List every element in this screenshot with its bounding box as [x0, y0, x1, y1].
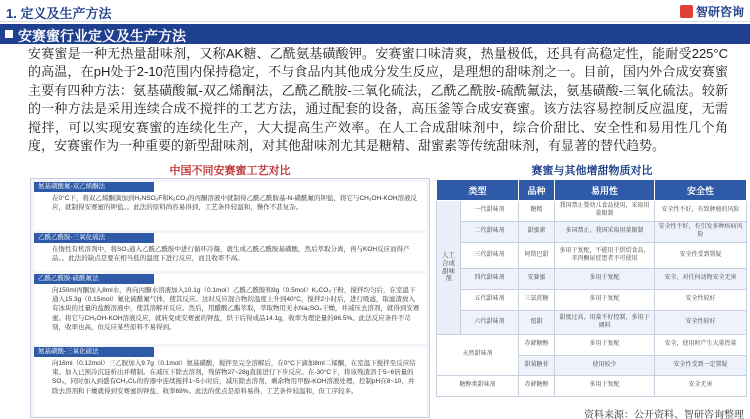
safety-cell: 安全性不好，有引发多种疾病风险 [655, 222, 747, 243]
type-cell: 二代甜味剂 [461, 222, 519, 243]
ease-cell: 甜度过高，用量不好控制，多用于调料 [555, 311, 655, 335]
table-row [437, 290, 747, 311]
variety-cell: 赤藓糖醇 [519, 335, 555, 356]
method-block [34, 274, 426, 344]
methods-panel [30, 178, 430, 418]
type-cell: 六代甜味剂 [461, 311, 519, 335]
logo-icon [680, 5, 693, 18]
table-row [437, 335, 747, 356]
type-cell: 五代甜味剂 [461, 290, 519, 311]
variety-cell: 甜菊糖苷 [519, 356, 555, 376]
square-bullet-icon [5, 30, 13, 38]
source-note: 资料来源：公开资料、智研咨询整理 [584, 410, 744, 419]
section-title: 1. 定义及生产方法 [6, 6, 112, 21]
sweetener-table [436, 179, 747, 397]
methods-title: 中国不同安赛蜜工艺对比 [169, 165, 291, 177]
method-name: 氨基磺酸氟-双乙烯酮法 [34, 182, 154, 192]
variety-cell: 甜蜜素 [519, 222, 555, 243]
table-row [437, 222, 747, 243]
top-bar [0, 0, 750, 22]
safety-cell: 安全，使用时产生大量热量 [655, 335, 747, 356]
ease-cell: 多用于复配 [555, 290, 655, 311]
intro-paragraph: 安赛蜜是一种无热量甜味剂，又称AK糖、乙酰氨基磺酸钾。安赛蜜口味清爽，热量极低，还具有高稳定性，能耐受225°C的高温，在pH处于2-10范围内保持稳定，不与食品内其他成分发生反应，是理想的甜味剂之一。目前，国内外合成安赛蜜主要有四种方法：氨基磺酸氟-双乙烯酮法，乙酰乙酰胺-三氧化硫法，乙酰乙酰胺-硫酰氟法，氨基磺酸-三氧化硫法。较新的一种方法是采用连续合成不搅拌的工艺方法，通过配套的设备，高压釜等合成安赛蜜。该方法容易控制反应温度，无需搅拌，可以实现安赛蜜的连续化生产，大大提高生产效率。在人工合成甜味剂中，综合价甜比、安全性和易用性几个角度，安赛蜜作为一种重要的新型甜味剂，对其他甜味剂尤其是糖精、甜蜜素等传统甜味剂，有显著的替代趋势。 [28, 46, 728, 154]
col-header: 类型 [437, 180, 519, 201]
type-cell: 天然甜味剂 [437, 335, 519, 376]
type-cell: 四代甜味剂 [461, 269, 519, 290]
col-header: 品种 [519, 180, 555, 201]
table-header-row [437, 180, 747, 201]
ease-cell: 我国禁止婴幼儿食品使用，采取用量限制 [555, 201, 655, 222]
variety-cell: 纽甜 [519, 311, 555, 335]
table-row [437, 201, 747, 222]
table-row [437, 376, 747, 397]
variety-cell: 赤藓糖醇 [519, 376, 555, 397]
variety-cell: 安赛蜜 [519, 269, 555, 290]
sweeteners-title: 赛蜜与其他增甜物质对比 [531, 165, 653, 177]
ease-cell: 多用于复配，不能用于烘焙食品，苯丙酮尿症患者不可使用 [555, 243, 655, 269]
method-name: 乙酰乙酰胺-硫酰氟法 [34, 274, 154, 284]
ease-cell: 多用于复配 [555, 376, 655, 397]
ease-cell: 多国禁止，我国采取用量限制 [555, 222, 655, 243]
variety-cell: 三氯蔗糖 [519, 290, 555, 311]
safety-cell: 安全性较好 [655, 311, 747, 335]
type-cell: 三代甜味剂 [461, 243, 519, 269]
table-row [437, 243, 747, 269]
ease-cell: 多用于复配 [555, 269, 655, 290]
method-body: 向150ml丙酮加入8ml水，再向丙酮水溶液加入10.1g（0.1mol）乙酰乙酰胺和9g（0.5mol）K₂CO₃干粉，搅拌均匀后，在室温下通入15.3g（0.15mol）氟化硫酰氟气体，使其反应。这时反应混合物的温度上升到40°C，搅拌2小时后，进行吸滤，取滤渣放入有冰块的过量的盐酸溶液中，使其溶解并反应。然后，用醋酸乙酯萃取，萃取物用无水Na₂SO₄干燥，并减压去溶剂，就得到安赛蜜。将它与CH₃OH-KOH溶液反应，就转变成安赛蜜的钾盐，烘干后得成品14.1g，收率为理论量的86.5%。此法反应条件不苛刻，收率也高，但反应某些原料不易得到。 [52, 287, 420, 331]
type-cell: 一代甜味剂 [461, 201, 519, 222]
title-bar [0, 24, 750, 44]
safety-cell: 安全性受到置疑 [655, 243, 747, 269]
method-block [34, 233, 426, 271]
variety-cell: 阿斯巴甜 [519, 243, 555, 269]
safety-cell: 安全、对任何动物安全无害 [655, 269, 747, 290]
logo-text: 智研咨询 [695, 5, 744, 19]
type-cell: 糖醇类甜味剂 [437, 376, 519, 397]
method-name: 氨基磺酸-三氧化硫法 [34, 347, 154, 357]
safety-cell: 安全性受到一定置疑 [655, 356, 747, 376]
method-block [34, 182, 426, 230]
safety-cell: 安全无害 [655, 376, 747, 397]
table-row [437, 269, 747, 290]
safety-cell: 安全性不好，有致肿瘤的风险 [655, 201, 747, 222]
method-body: 在0°C下，将双乙烯酮滴加到H₂NSO₂F和K₂CO₃的丙酮溶液中就制得乙酰乙酰胺基-N-磺酰氟的钾盐，将它与CH₃OH-KOH溶液反应，就制得安赛蜜的钾盐。。此法的原料尚容易得到，工艺条件较温和，操作不甚复杂。 [52, 195, 418, 212]
table-row [437, 311, 747, 335]
method-name: 乙酰乙酰胺-三氧化硫法 [34, 233, 154, 243]
ease-cell: 多用于复配 [555, 335, 655, 356]
ease-cell: 使用较少 [555, 356, 655, 376]
safety-cell: 安全性较好 [655, 290, 747, 311]
page-title: 安赛蜜行业定义及生产方法 [18, 28, 186, 44]
variety-cell: 糖精 [519, 201, 555, 222]
method-body: 向16ml（0.12mol）三乙胺加入9.7g（0.1mol）氨基磺酸，搅拌至完全溶解后，在0°C下滴加8ml二烯酮，在室温下搅拌至反应结束。加入已预冷沉淀析出并精制。在减压下除去溶剂，残留物27~28g直接进行下步反应。在-30°C下，将该残渣溶于5~6倍量的SO₃，同时加入到盛有CH₂Cl₂的容器中连续搅拌1~5小时后，减压除去溶剂，剩余物用甲醇-KOH溶液处理，控制pH在8~10，并除去溶剂和干燥就得到安赛蜜的钾盐，收率69%。此法的优点是原料易得，工艺条件较温和，但工序较多。 [52, 360, 416, 395]
col-header: 易用性 [555, 180, 655, 201]
brand-logo [680, 3, 744, 20]
method-block [34, 347, 426, 416]
group-cell: 人工合成甜味剂 [437, 201, 461, 335]
col-header: 安全性 [655, 180, 747, 201]
method-body: 在惰性有机溶剂中，将SO₃通入乙酰乙酰胺中进行循环冷凝，就生成乙酰乙酰胺基磺酸，然后萃取分离，再与KOH反应而得产品。。此法的缺点是要在相当低的温度下进行反应，而且收率不高。 [52, 246, 410, 263]
